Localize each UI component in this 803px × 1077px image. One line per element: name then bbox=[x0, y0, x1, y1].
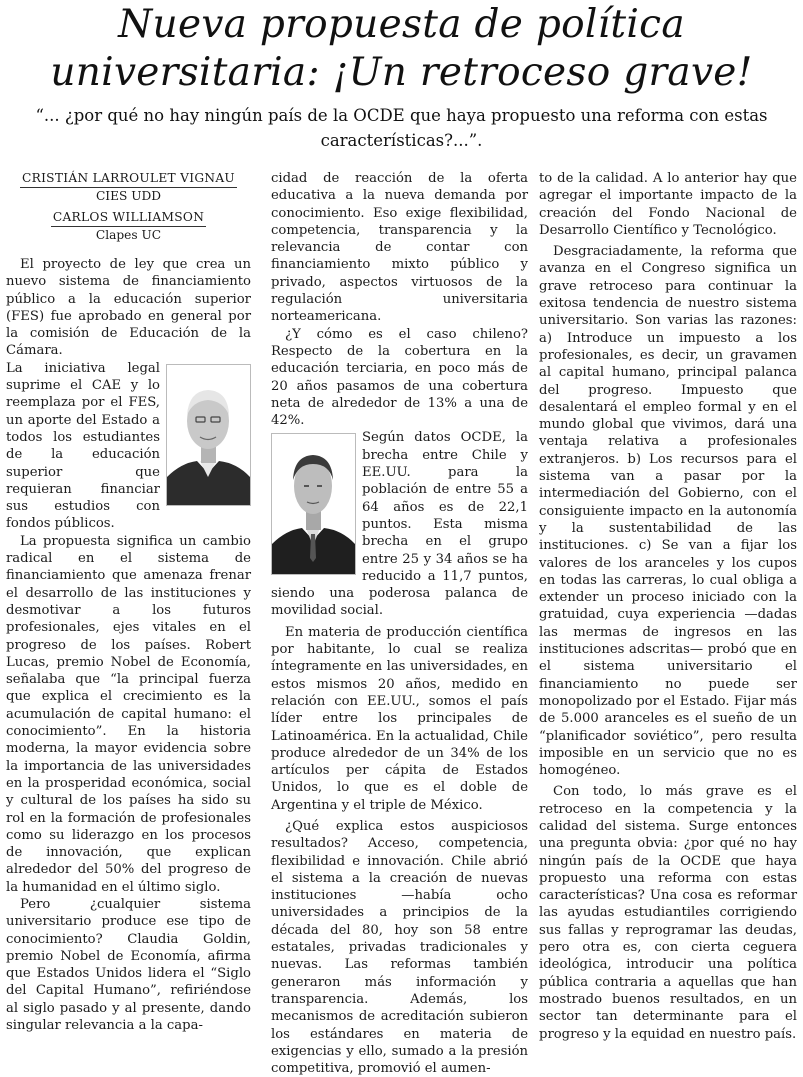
author-affiliation: Clapes UC bbox=[95, 228, 162, 242]
headline-line-1: Nueva propuesta de política bbox=[118, 2, 685, 47]
paragraph: Pero ¿cualquier sistema universitario produce ese tipo de conocimiento? Claudia Goldin, premio Nobel de Economía, afirma que Estados Unidos lidera el “Siglo del Capital Humano”, refiriéndose al siglo pasado y al presente, dando singular relevancia a la capa- bbox=[6, 896, 251, 1034]
column-1 bbox=[6, 170, 251, 1034]
author-photo-larroulet bbox=[166, 364, 251, 506]
column-2 bbox=[271, 170, 528, 1077]
paragraph: ¿Qué explica estos auspiciosos resultados? Acceso, competencia, flexibilidad e innovación. Chile abrió el sistema a la creación de nuevas instituciones —había ocho universidades a principios de la década del 80, hoy son 58 entre estatales, privadas tradicionales y nuevas. Las reformas también generaron más información y transparencia. Además, los mecanismos de acreditación subieron los estándares en materia de exigencias y ello, sumado a la presión competitiva, promovió el aumen- bbox=[271, 818, 528, 1077]
paragraph-continued: to de la calidad. A lo anterior hay que agregar el importante impacto de la creación del Fondo Nacional de Desarrollo Científico y Tecnológico. bbox=[539, 171, 797, 238]
pull-quote-line-1: “... ¿por qué no hay ningún país de la OCDE que haya propuesto una reforma con estas bbox=[35, 106, 768, 125]
author-byline-2 bbox=[6, 209, 251, 227]
paragraph: ¿Y cómo es el caso chileno? Respecto de la cobertura en la educación terciaria, en poco más de 20 años pasamos de una cobertura neta de alrededor de 13% a una de 42%. bbox=[271, 326, 528, 429]
column-3 bbox=[539, 170, 797, 1043]
paragraph: La propuesta significa un cambio radical en el sistema de financiamiento que amenaza frenar el desarrollo de las instituciones y desmotivar a los futuros profesionales, ejes vitales en el progreso de los países. Robert Lucas, premio Nobel de Economía, señalaba que “la principal fuerza que explica el crecimiento es la acumulación de capital humano: el conocimiento”. En la historia moderna, la mayor evidencia sobre la importancia de las universidades en la prosperidad económica, social y cultural de los países ha sido su rol en la formación de profesionales como su liderazgo en los procesos de innovación, que explican alrededor del 50% del progreso de la humanidad en el último siglo. bbox=[6, 533, 251, 895]
author-photo-williamson bbox=[271, 433, 356, 575]
author-name: CRISTIÁN LARROULET VIGNAU bbox=[20, 170, 237, 188]
paragraph: En materia de producción científica por habitante, lo cual se realiza íntegramente en las universidades, en estos mismos 20 años, medido en relación con EE.UU., somos el país líder entre los principales de Latinoamérica. En la actualidad, Chile produce alrededor de un 34% de los artículos per cápita de Estados Unidos, lo que es el doble de Argentina y el triple de México. bbox=[271, 624, 528, 813]
paragraph-continued: cidad de reacción de la oferta educativa a la nueva demanda por conocimiento. Eso exige flexibilidad, competencia, transparencia y la relevancia de contar con financiamiento mixto público y privado, aspectos virtuosos de la regulación universitaria norteamericana. bbox=[271, 171, 528, 325]
author-affiliation: CIES UDD bbox=[95, 189, 162, 203]
headline-line-2: universitaria: ¡Un retroceso grave! bbox=[50, 50, 753, 95]
paragraph-continued: La iniciativa legal suprime el CAE y lo reemplaza por el FES, un aporte del Estado a todos los estudiantes de la educación superior que requieran financiar sus estudios con fondos públicos. bbox=[6, 360, 160, 532]
author-byline-1 bbox=[6, 170, 251, 188]
author-name: CARLOS WILLIAMSON bbox=[51, 209, 206, 227]
paragraph-continued: Según datos OCDE, la brecha entre Chile y EE.UU. para la población de entre 55 a 64 años es de 22,1 puntos. Esta misma brecha en el grupo entre 25 y 34 años se ha reducido a 11,7 puntos, siendo una poderosa palanca de movilidad social. bbox=[271, 430, 528, 619]
paragraph: Desgraciadamente, la reforma que avanza en el Congreso significa un grave retroceso para continuar la exitosa tendencia de nuestro sistema universitario. Son varias las razones: a) Introduce un impuesto a los profesionales, es decir, un gravamen al capital humano, principal palanca del progreso. Impuesto que desalentará el empleo formal y en el mundo global que vivimos, dará una ventaja relativa a profesionales extranjeros. b) Los recursos para el sistema van a pasar por la intermediación del Gobierno, con el consiguiente impacto en la autonomía y la sustentabilidad de las instituciones. c) Se van a fijar los valores de los aranceles y los cupos en todas las carreras, lo cual obliga a extender un proceso iniciado con la gratuidad, cuya experiencia —dadas las mermas de ingresos en las instituciones adscritas— probó que en el sistema universitario el financiamiento no puede ser monopolizado por el Estado. Fijar más de 5.000 aranceles es el sueño de un “planificador soviético”, pero resulta imposible en un servicio que no es homogéneo. bbox=[539, 244, 797, 779]
pull-quote-line-2: características?...”. bbox=[320, 131, 483, 150]
paragraph: Con todo, lo más grave es el retroceso en la competencia y la calidad del sistema. Surge entonces una pregunta obvia: ¿por qué no hay ningún país de la OCDE que haya propuesto una reforma con estas características? Una cosa es reformar las ayudas estudiantiles corrigiendo sus fallas y reprogramar las deudas, pero otra es, con cierta ceguera ideológica, introducir una política pública contraria a aquellas que han mostrado buenos resultados, en un sector tan determinante para el progreso y la equidad en nuestro país. bbox=[539, 784, 797, 1042]
paragraph: El proyecto de ley que crea un nuevo sistema de financiamiento público a la educación superior (FES) fue aprobado en general por la comisión de Educación de la Cámara. bbox=[6, 257, 251, 359]
